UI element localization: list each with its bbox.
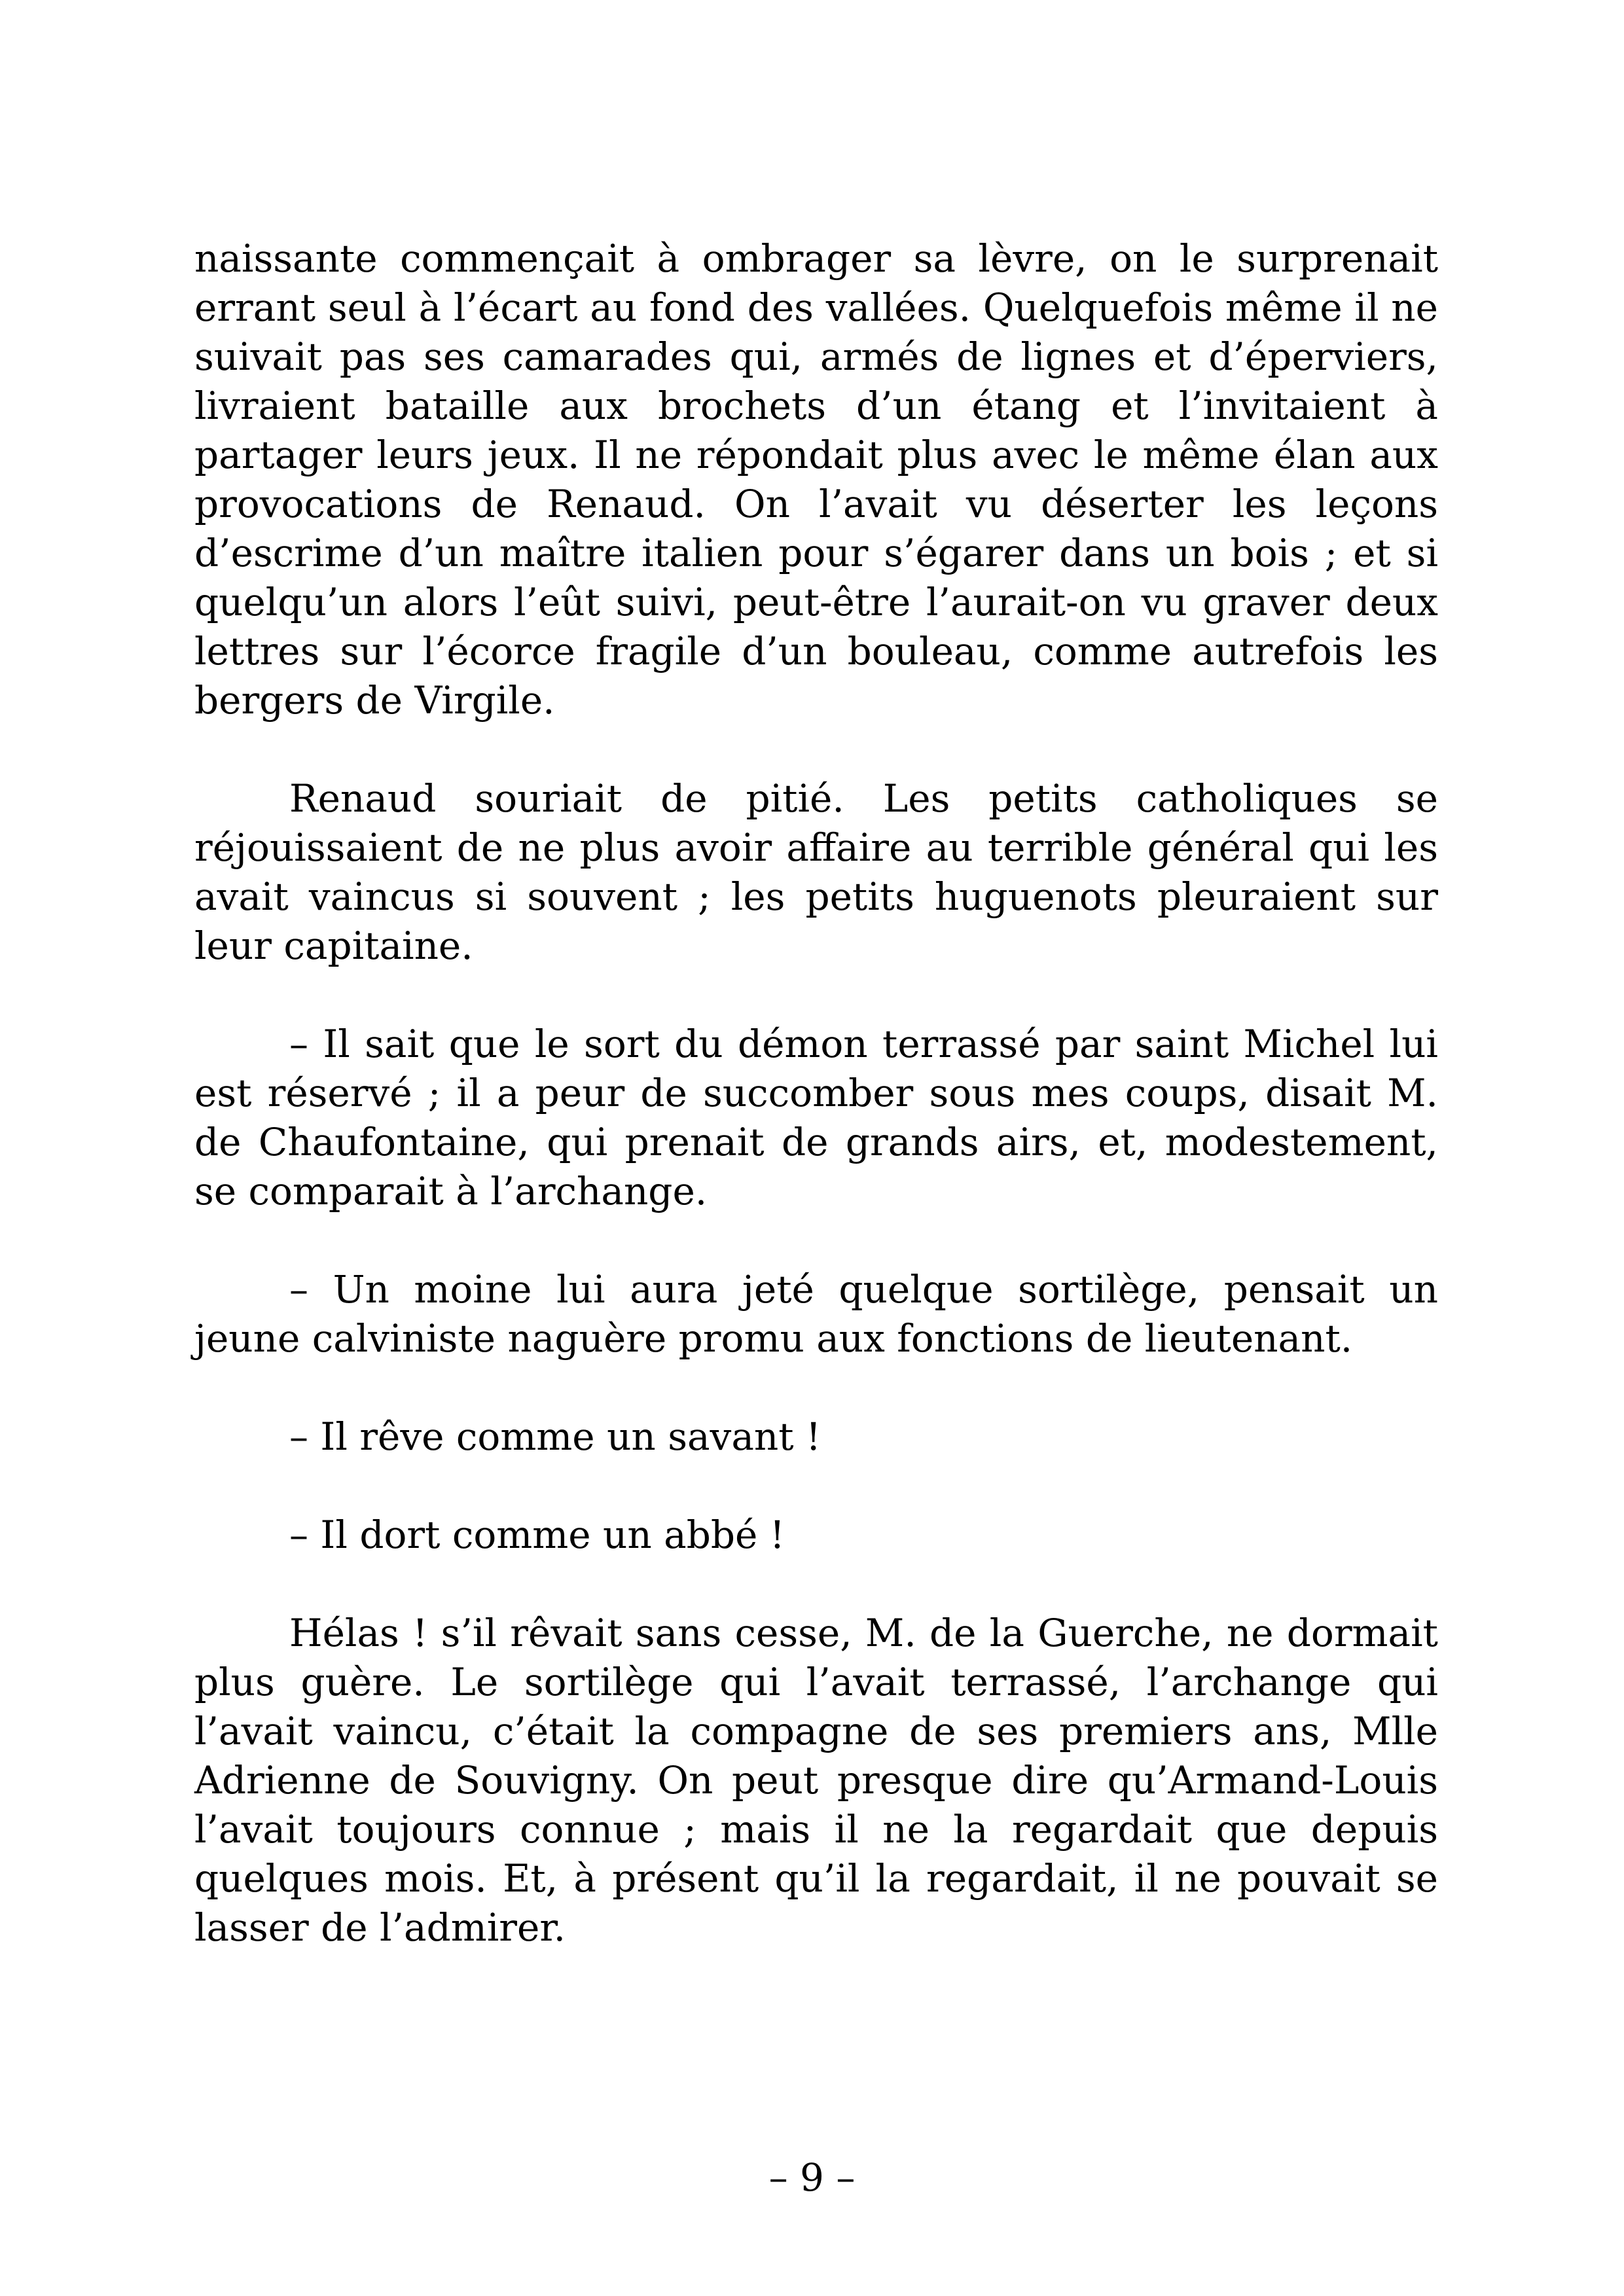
paragraph-3: – Il sait que le sort du démon terrassé par saint Michel lui est réservé ; il a peur de succomber sous mes coups, disait M. de Chaufontaine, qui prenait de grands airs, et, modestement, se comparait à l’archange. [194, 1022, 1438, 1213]
paragraph-4: – Un moine lui aura jeté quelque sortilège, pensait un jeune calviniste naguère promu aux fonctions de lieutenant. [194, 1267, 1438, 1361]
paragraph-1: naissante commençait à ombrager sa lèvre, on le surprenait errant seul à l’écart au fond des vallées. Quelquefois même il ne suivait pas ses camarades qui, armés de lignes et d’éperviers, livraient bataille aux brochets d’un étang et l’invitaient à partager leurs jeux. Il ne répondait plus avec le même élan aux provocations de Renaud. On l’avait vu déserter les leçons d’escrime d’un maître italien pour s’égarer dans un bois ; et si quelqu’un alors l’eût suivi, peut-être l’aurait-on vu graver deux lettres sur l’écorce fragile d’un bouleau, comme autrefois les bergers de Virgile. [194, 236, 1438, 723]
page-number: – 9 – [768, 2155, 856, 2200]
page-body [194, 234, 1438, 1952]
paragraph-7: Hélas ! s’il rêvait sans cesse, M. de la Guerche, ne dormait plus guère. Le sortilège qui l’avait terrassé, l’archange qui l’avait vaincu, c’était la compagne de ses premiers ans, Mlle Adrienne de Souvigny. On peut presque dire qu’Armand-Louis l’avait toujours connue ; mais il ne la regardait que depuis quelques mois. Et, à présent qu’il la regardait, il ne pouvait se lasser de l’admirer. [194, 1611, 1438, 1950]
paragraph-2: Renaud souriait de pitié. Les petits catholiques se réjouissaient de ne plus avoir affaire au terrible général qui les avait vaincus si souvent ; les petits huguenots pleuraient sur leur capitaine. [194, 776, 1438, 968]
paragraph-5: – Il rêve comme un savant ! [289, 1414, 821, 1459]
paragraph-6: – Il dort comme un abbé ! [289, 1513, 785, 1557]
